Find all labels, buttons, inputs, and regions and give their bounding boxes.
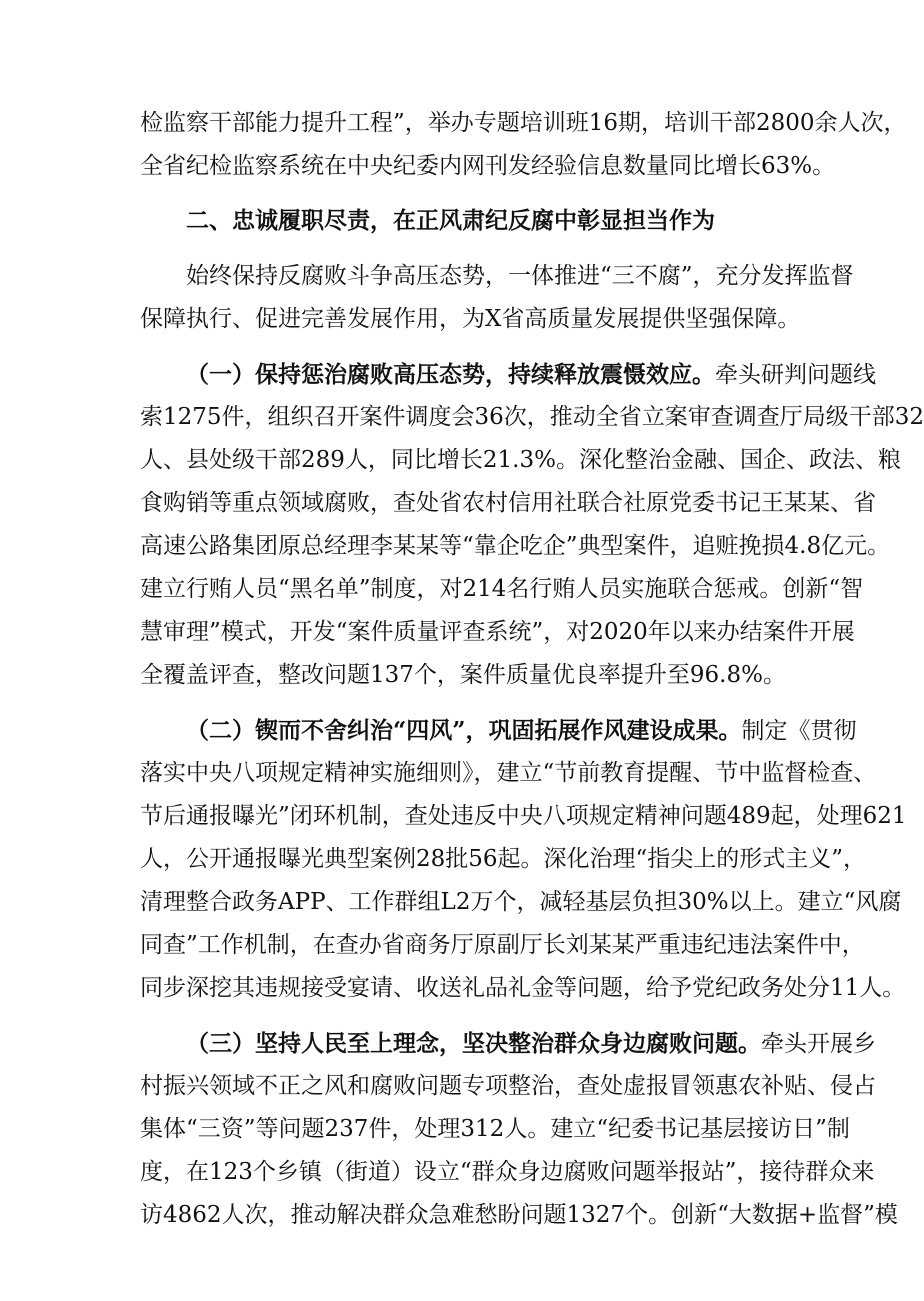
text-line: 始终保持反腐败斗争高压态势，一体推进“三不腐”，充分发挥监督	[186, 263, 854, 289]
section-title: 二、忠诚履职尽责，在正风肃纪反腐中彰显担当作为	[186, 208, 715, 234]
text-line: 清理整合政务APP、工作群组L2万个，减轻基层负担30%以上。建立“风腐	[140, 889, 902, 915]
paragraph-intro	[140, 102, 907, 188]
paragraph-item-3	[140, 1022, 898, 1237]
text-line: 索1275件，组织召开案件调度会36次，推动全省立案审查调查厅局级干部32	[140, 404, 924, 430]
text-line: 全省纪检监察系统在中央纪委内网刊发经验信息数量同比增长63%。	[140, 153, 836, 179]
paragraph-item-2	[140, 709, 907, 1010]
item-first-line	[140, 1022, 876, 1065]
text-line: 节后通报曝光”闭环机制，查处违反中央八项规定精神问题489起，处理621	[140, 803, 907, 829]
paragraph-section-intro	[140, 255, 854, 341]
text-line: 保障执行、促进完善发展作用，为X省高质量发展提供坚强保障。	[140, 306, 801, 332]
text-line: 人，公开通报曝光典型案例28批56起。深化治理“指尖上的形式主义”，	[140, 846, 867, 872]
text-line: 集体“三资”等问题237件，处理312人。建立“纪委书记基层接访日”制	[140, 1116, 850, 1142]
text-line: 建立行贿人员“黑名单”制度，对214名行贿人员实施联合惩戒。创新“智	[140, 576, 864, 602]
text-line: 访4862人次，推动解决群众急难愁盼问题1327个。创新“大数据+监督”模	[140, 1202, 898, 1228]
item-lead-rest: 制定《贯彻	[741, 718, 857, 744]
paragraph-item-1	[140, 353, 924, 697]
text-line: 检监察干部能力提升工程”，举办专题培训班16期，培训干部2800余人次，	[140, 110, 907, 136]
text-line: 村振兴领域不正之风和腐败问题专项整治，查处虚报冒领惠农补贴、侵占	[140, 1073, 876, 1099]
text-line: 食购销等重点领域腐败，查处省农村信用社联合社原党委书记王某某、省	[140, 490, 876, 516]
text-line: 全覆盖评查，整改问题137个，案件质量优良率提升至96.8%。	[140, 662, 786, 688]
item-lead: （三）坚持人民至上理念，坚决整治群众身边腐败问题。	[186, 1030, 761, 1057]
text-line: 同步深挖其违规接受宴请、收送礼品礼金等问题，给予党纪政务处分11人。	[140, 975, 906, 1001]
text-line: 慧审理”模式，开发“案件质量评查系统”，对2020年以来办结案件开展	[140, 619, 855, 645]
text-line: 度，在123个乡镇（街道）设立“群众身边腐败问题举报站”，接待群众来	[140, 1159, 875, 1185]
text-line: 落实中央八项规定精神实施细则》，建立“节前教育提醒、节中监督检查、	[140, 760, 877, 786]
item-lead: （二）锲而不舍纠治“四风”，巩固拓展作风建设成果。	[186, 717, 742, 744]
text-line: 高速公路集团原总经理李某某等“靠企吃企”典型案件，追赃挽损4.8亿元。	[140, 533, 891, 559]
text-line: 人、县处级干部289人，同比增长21.3%。深化整治金融、国企、政法、粮	[140, 447, 901, 473]
item-lead-rest: 牵头研判问题线	[715, 362, 876, 388]
item-lead-rest: 牵头开展乡	[761, 1031, 876, 1057]
item-first-line	[140, 709, 857, 752]
text-line: 同查”工作机制，在查办省商务厅原副厅长刘某某严重违纪违法案件中，	[140, 932, 865, 958]
document-body	[140, 102, 924, 1237]
section-heading	[140, 200, 786, 243]
item-first-line	[140, 353, 876, 396]
item-lead: （一）保持惩治腐败高压态势，持续释放震慑效应。	[186, 361, 715, 388]
